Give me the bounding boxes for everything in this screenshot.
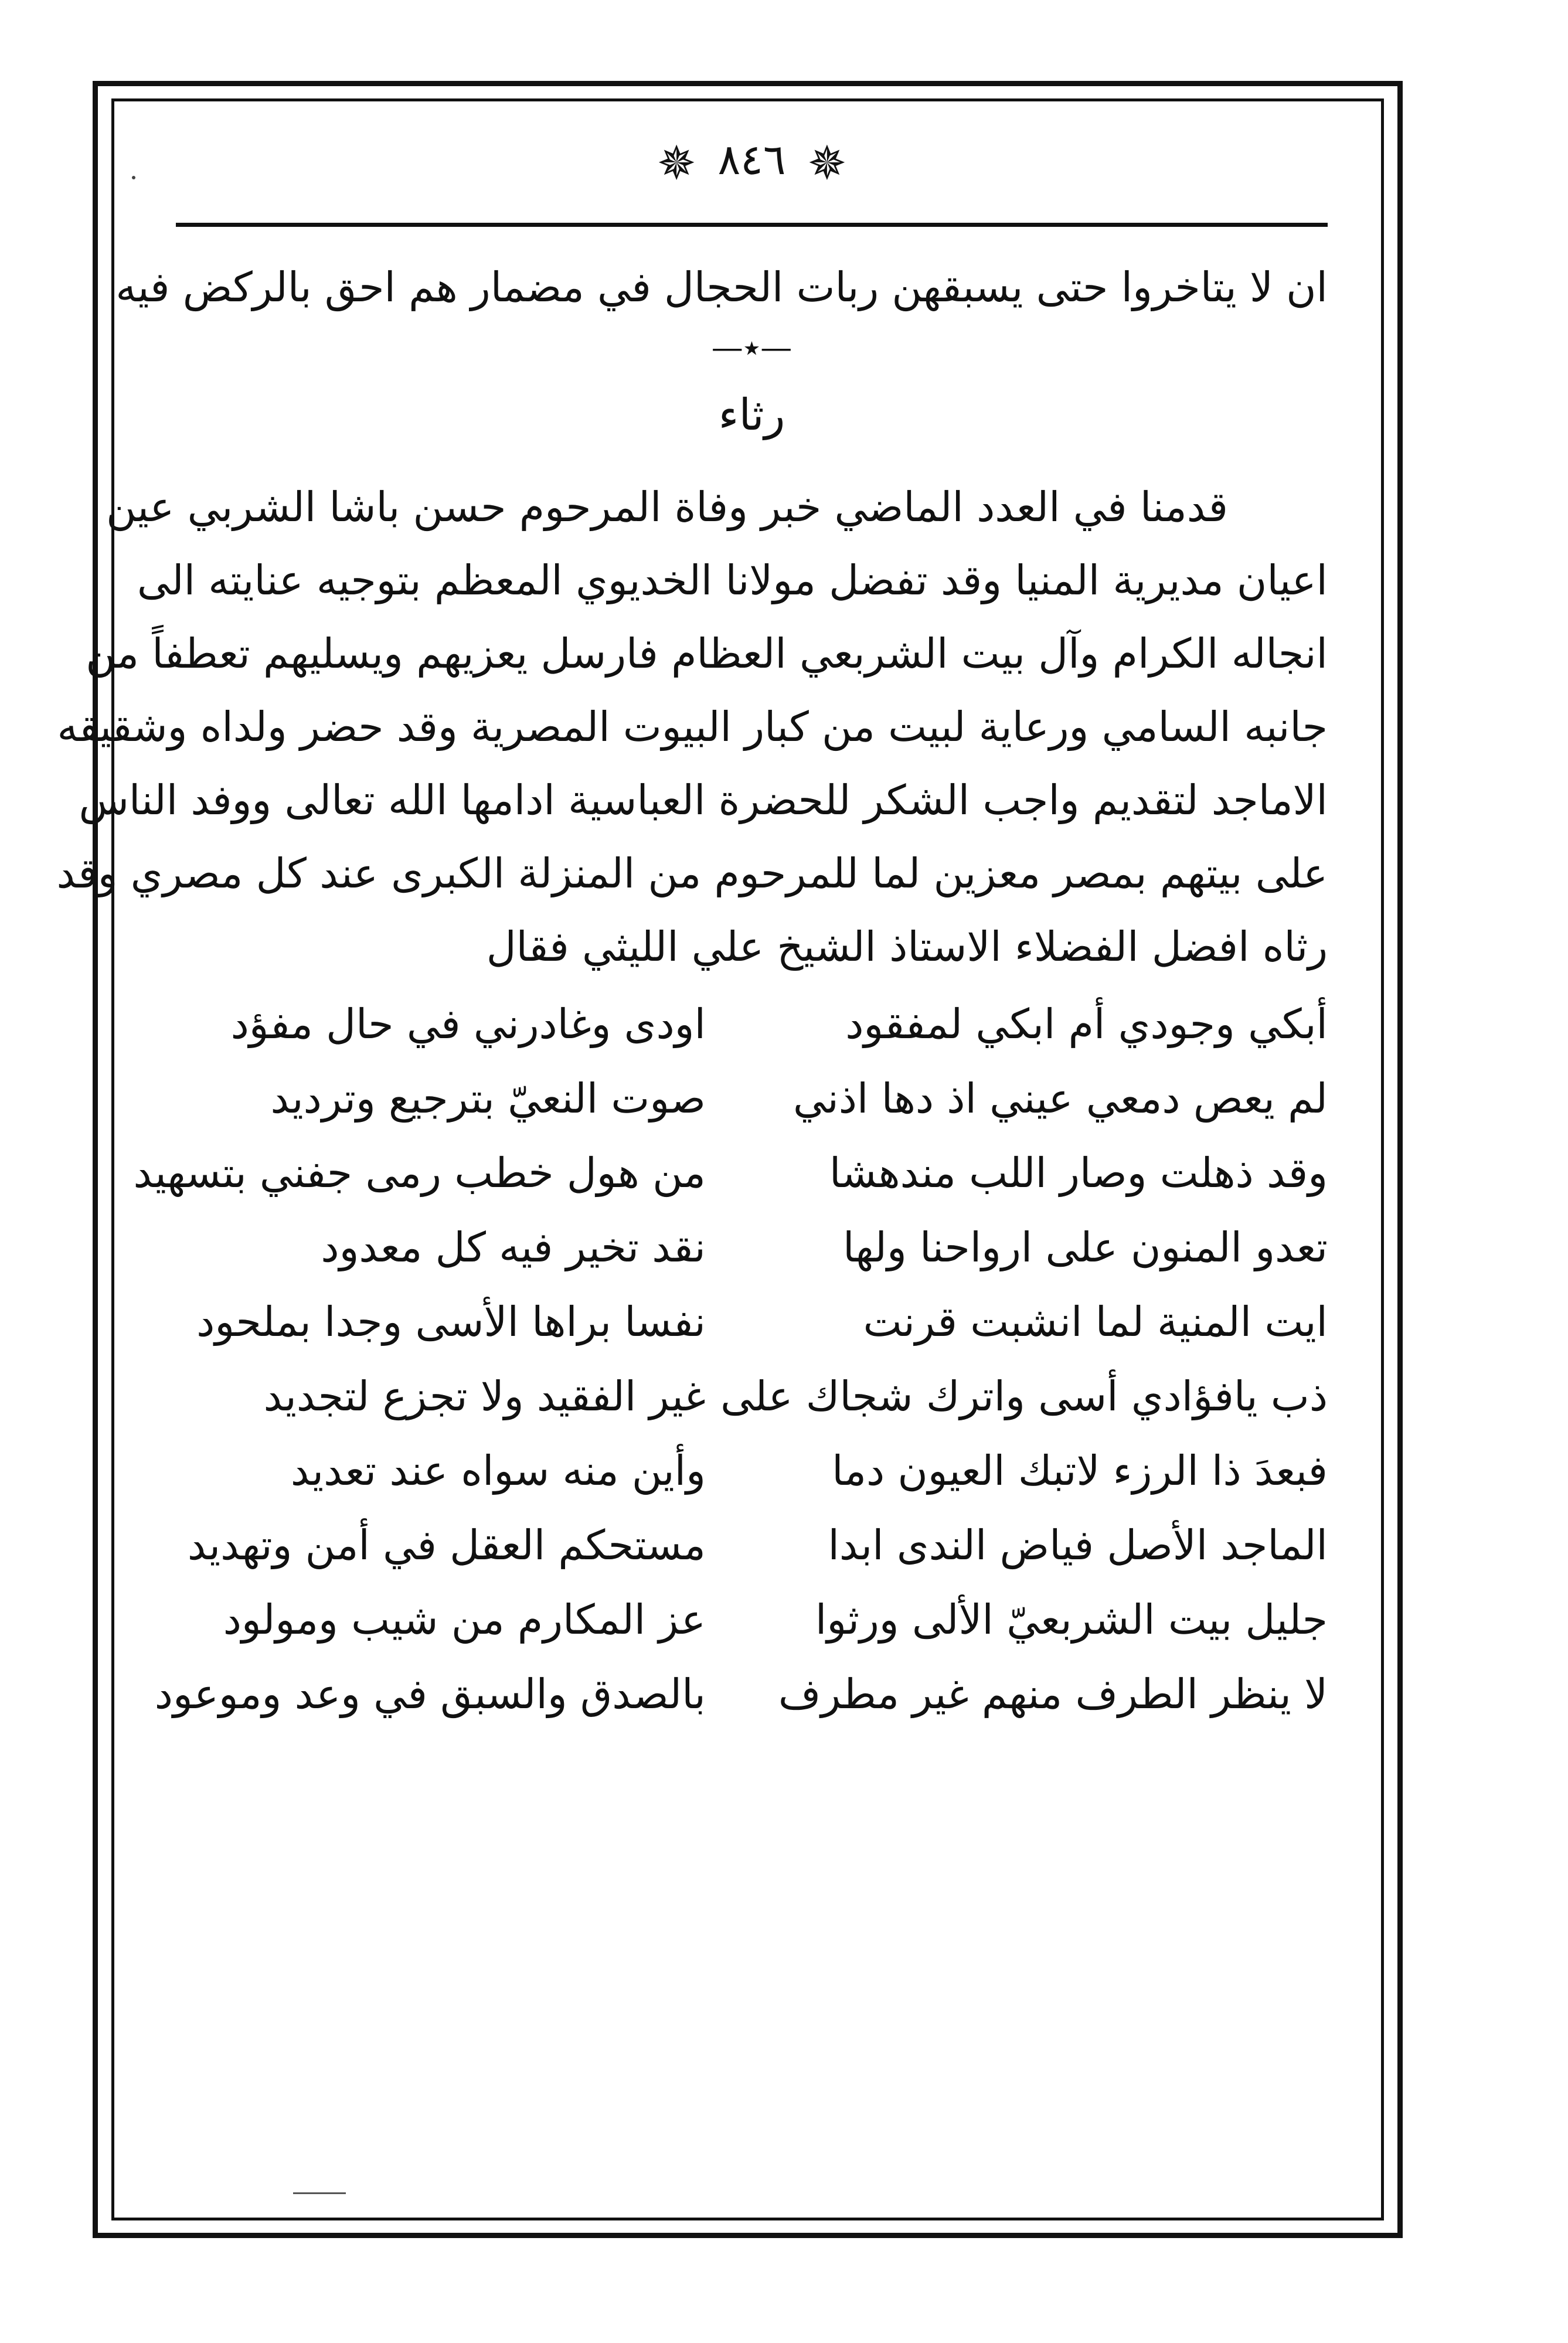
verse-second-hemistich: اودى وغادرني في حال مفؤد — [230, 1000, 706, 1048]
continuation-line: ان لا يتاخروا حتى يسبقهن ربات الحجال في مضمار هم احق بالركض فيه — [115, 263, 1328, 311]
verse-first-hemistich: أبكي وجودي أم ابكي لمفقود — [845, 1000, 1328, 1048]
stray-mark — [132, 176, 135, 179]
body-line-last: رثاه افضل الفضلاء الاستاذ الشيخ علي الليثي فقال — [486, 923, 1328, 971]
elegy-poem — [133, 987, 1328, 1732]
body-line: قدمنا في العدد الماضي خبر وفاة المرحوم حسن باشا الشربي عين — [106, 483, 1228, 531]
article-body — [56, 471, 1328, 984]
poem-verse — [176, 1508, 1328, 1583]
bottom-dash-mark — [293, 2192, 346, 2194]
section-separator: —٭— — [711, 329, 792, 366]
header-rule — [176, 223, 1328, 227]
poem-verse — [176, 1285, 1328, 1359]
verse-second-hemistich: عز المكارم من شيب ومولود — [223, 1596, 706, 1644]
poem-verse — [176, 1359, 1328, 1434]
poem-verse — [176, 1434, 1328, 1508]
verse-second-hemistich: من هول خطب رمى جفني بتسهيد — [133, 1149, 706, 1197]
verse-first-hemistich: ايت المنية لما انشبت قرنت — [863, 1298, 1328, 1346]
verse-first-hemistich: لا ينظر الطرف منهم غير مطرف — [778, 1670, 1328, 1718]
star-ornament-icon: ✵ — [657, 135, 696, 191]
poem-verse — [176, 987, 1328, 1062]
poem-verse — [133, 1136, 1328, 1210]
verse-first-hemistich: تعدو المنون على ارواحنا ولها — [843, 1223, 1328, 1271]
body-line: اعيان مديرية المنيا وقد تفضل مولانا الخديوي المعظم بتوجيه عنايته الى — [137, 556, 1328, 604]
verse-second-hemistich: وأين منه سواه عند تعديد — [290, 1447, 706, 1495]
verse-first-hemistich: الماجد الأصل فياض الندى ابدا — [828, 1521, 1328, 1569]
verse-first-hemistich: وقد ذهلت وصار اللب مندهشا — [829, 1149, 1328, 1197]
page-number: ٨٤٦ — [717, 135, 786, 184]
section-title: رثاء — [718, 390, 785, 440]
verse-second-hemistich: نقد تخير فيه كل معدود — [321, 1223, 706, 1271]
verse-first-hemistich: جليل بيت الشربعيّ الألى ورثوا — [815, 1596, 1328, 1644]
verse-second-hemistich: غير الفقيد ولا تجزع لتجديد — [263, 1372, 706, 1420]
page-content — [56, 106, 1328, 1732]
poem-verse — [154, 1657, 1328, 1732]
poem-verse — [176, 1062, 1328, 1136]
verse-first-hemistich: فبعدَ ذا الرزء لاتبك العيون دما — [832, 1447, 1328, 1495]
verse-second-hemistich: صوت النعيّ بترجيع وترديد — [270, 1074, 706, 1123]
page-header — [176, 106, 1328, 234]
body-line: انجاله الكرام وآل بيت الشربعي العظام فارسل يعزيهم ويسليهم تعطفاً من — [86, 630, 1328, 678]
body-line: الاماجد لتقديم واجب الشكر للحضرة العباسية ادامها الله تعالى ووفد الناس — [79, 776, 1328, 824]
verse-second-hemistich: مستحكم العقل في أمن وتهديد — [187, 1521, 706, 1569]
page-number-line — [176, 135, 1328, 191]
poem-verse — [176, 1210, 1328, 1285]
poem-verse — [176, 1583, 1328, 1657]
verse-first-hemistich: لم يعص دمعي عيني اذ دها اذني — [792, 1074, 1328, 1123]
body-line: جانبه السامي ورعاية لبيت من كبار البيوت المصرية وقد حضر ولداه وشقيقه — [57, 703, 1328, 751]
verse-second-hemistich: بالصدق والسبق في وعد وموعود — [154, 1670, 706, 1718]
verse-first-hemistich: ذب يافؤادي أسى واترك شجاك على — [720, 1372, 1328, 1420]
star-ornament-icon: ✵ — [807, 135, 847, 191]
verse-second-hemistich: نفسا براها الأسى وجدا بملحود — [196, 1298, 706, 1346]
body-line: على بيتهم بمصر معزين لما للمرحوم من المنزلة الكبرى عند كل مصري وقد — [56, 849, 1328, 897]
